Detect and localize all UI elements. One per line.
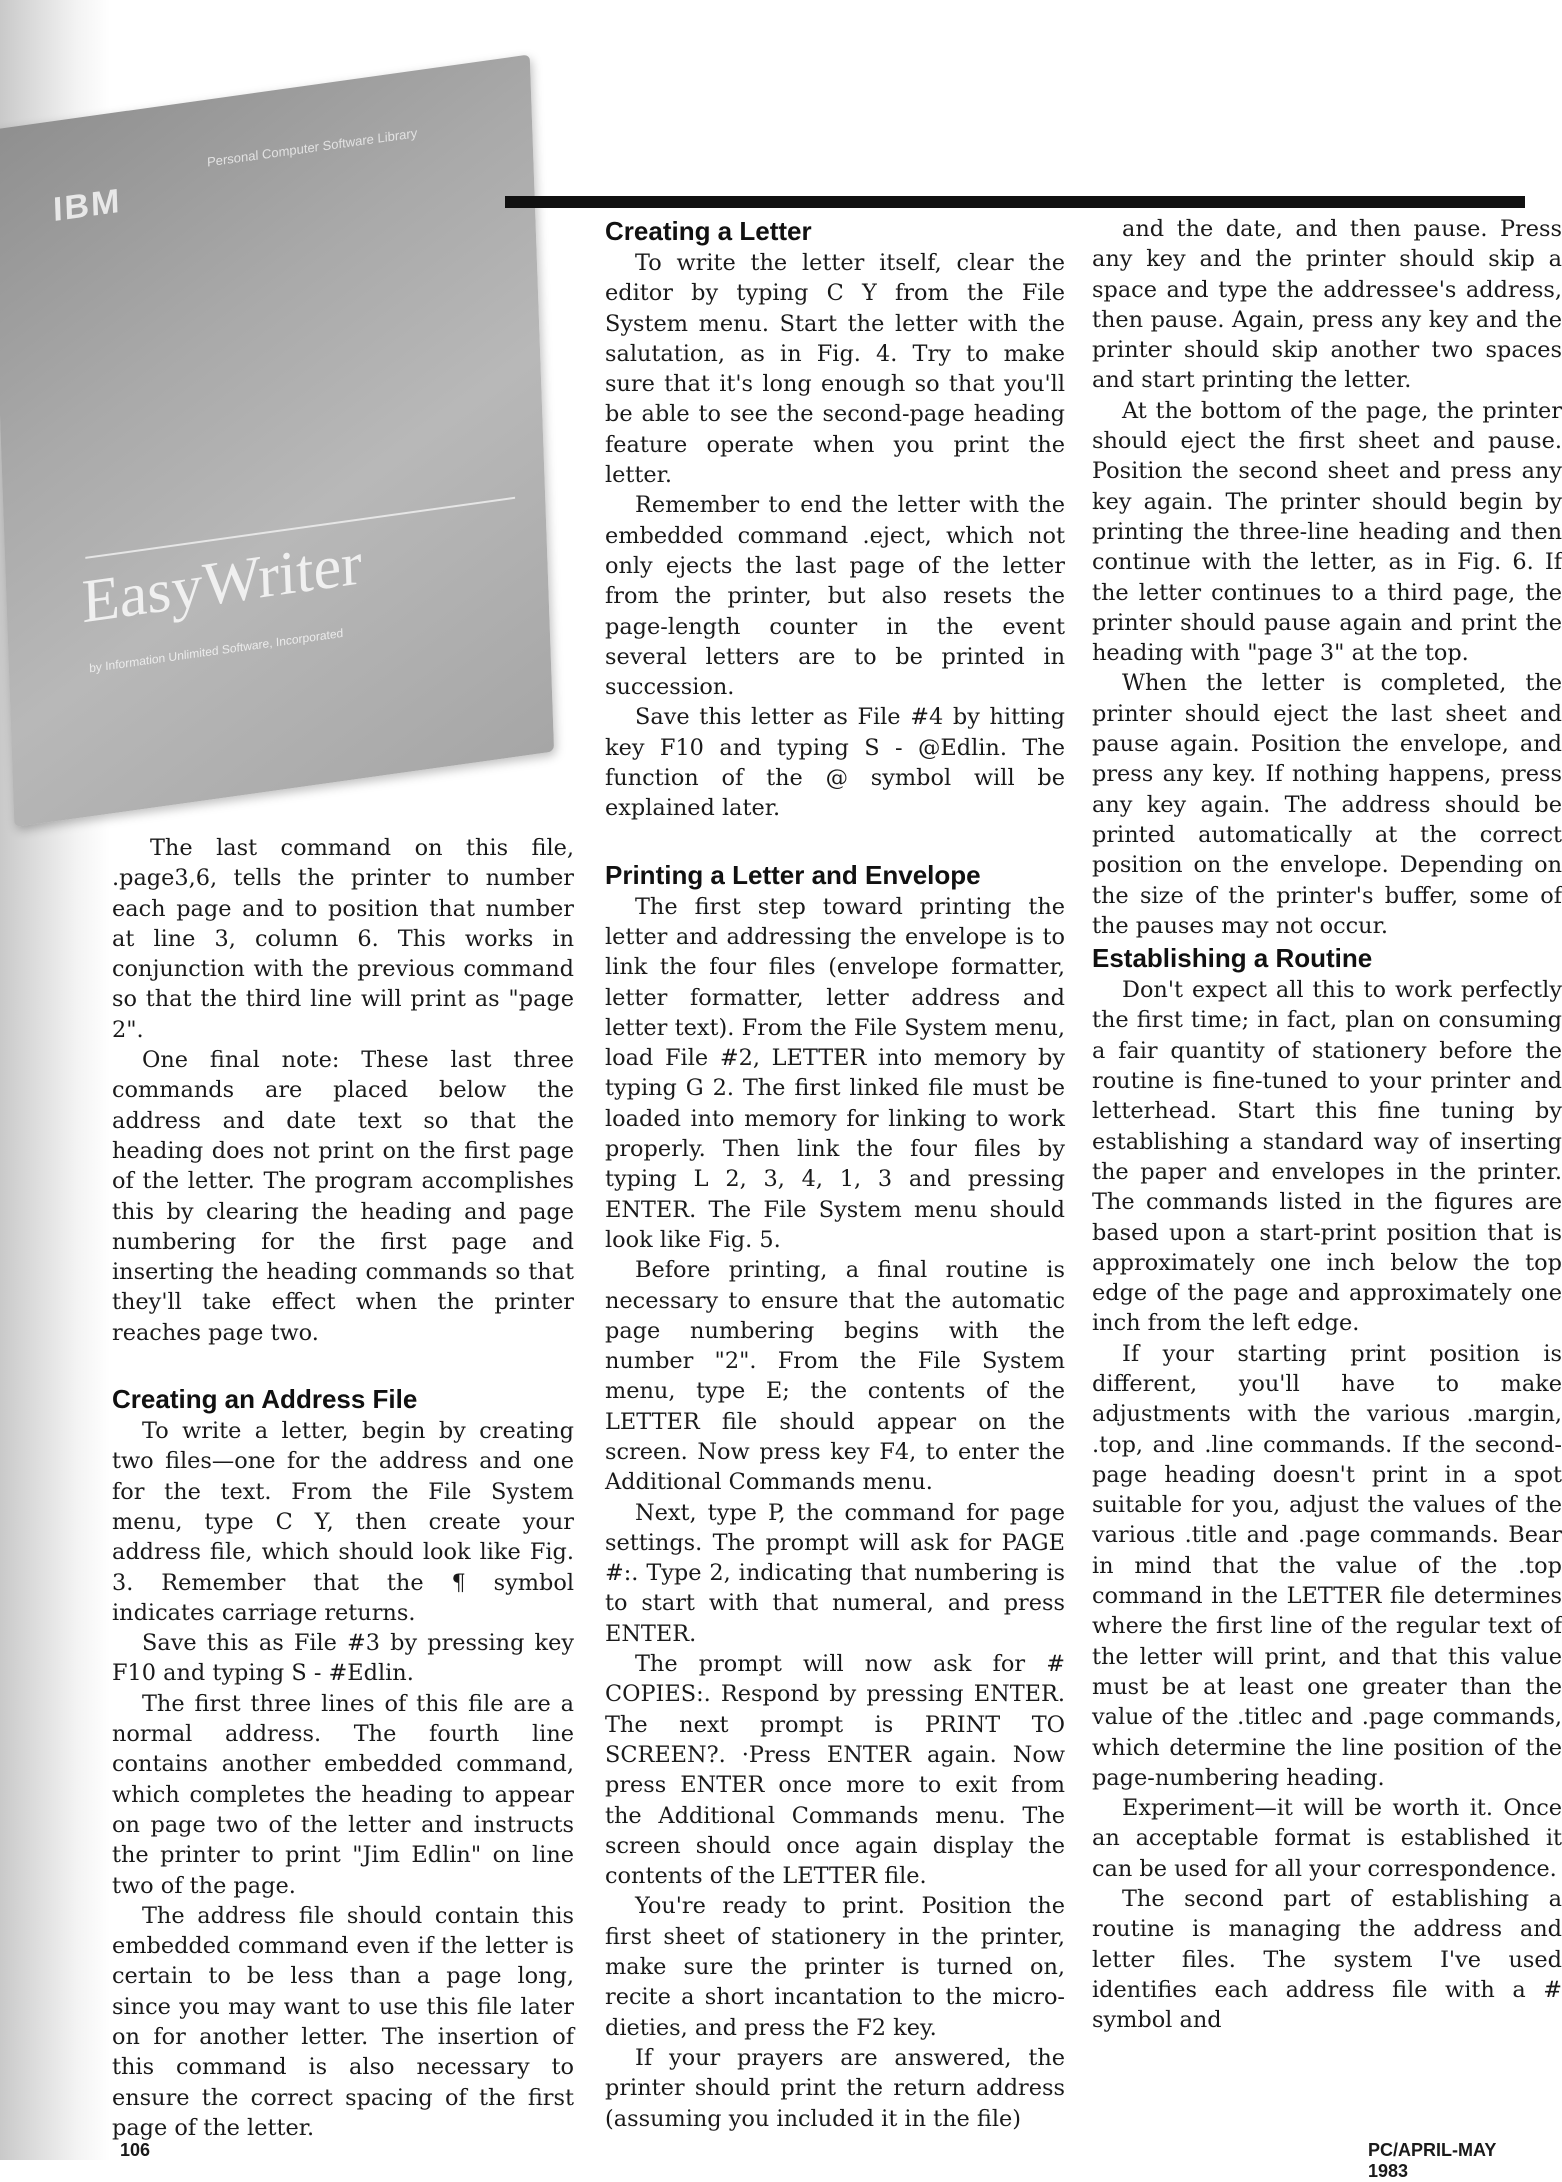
paragraph: When the letter is completed, the printer should eject the last sheet and pause again. Position the envelope, and press any key. If nothing happens, press any key again. The address should be printed automatically at the correct position on the envelope. Depending on the size of the printer's buffer, some of the pauses may not occur. <box>1092 670 1562 939</box>
section-heading: Creating an Address File <box>112 1384 418 1415</box>
cover-series: Personal Computer Software Library <box>206 125 418 170</box>
paragraph: To write the letter itself, clear the editor by typing C Y from the File System menu. Start the letter with the salutation, as in Fig. 4. Try to make sure that it's long enough so that you'll be able to see the second-page heading feature operate when you print the letter. <box>605 250 1065 489</box>
cover-byline: by Information Unlimited Software, Incorporated <box>88 625 344 676</box>
column-3 <box>1092 214 1562 2036</box>
paragraph: The first three lines of this file are a normal address. The fourth line contains another embedded command, which completes the heading to appear on page two of the letter and instructs the printer to print "Jim Edlin" on line two of the page. <box>112 1690 574 1899</box>
paragraph: If your prayers are answered, the printer should print the return address (assuming you included it in the file) <box>605 2044 1065 2132</box>
section-heading: Printing a Letter and Envelope <box>605 859 981 890</box>
paragraph: The prompt will now ask for # COPIES:. Respond by pressing ENTER. The next prompt is PRINT TO SCREEN?. ·Press ENTER again. Now press ENTER once more to exit from the Additional Commands menu. The screen should once again display the contents of the LETTER file. <box>605 1651 1065 1890</box>
paragraph: and the date, and then pause. Press any key and the printer should skip a space and type the addressee's address, then pause. Again, press any key and the printer should skip another two spaces and start printing the letter. <box>1092 216 1562 394</box>
header-rule <box>505 196 1525 208</box>
section-heading: Establishing a Routine <box>1092 943 1373 974</box>
paragraph: Save this letter as File #4 by hitting key F10 and typing S - @Edlin. The function of the @ symbol will be explained later. <box>605 704 1065 822</box>
paragraph: Save this as File #3 by pressing key F10 and typing S - #Edlin. <box>112 1630 574 1687</box>
book-cover-photo <box>0 54 554 827</box>
paragraph: Remember to end the letter with the embedded command .eject, which not only ejects the last page of the letter from the printer, but also resets the page-length counter in the event several letters are to be printed in succession. <box>605 492 1065 701</box>
paragraph: The last command on this file, .page3,6, tells the printer to number each page and to position that number at line 3, column 6. This works in conjunction with the previous command so that the third line will print as "page 2". <box>112 835 574 1043</box>
cover-title: EasyWriter <box>80 529 363 637</box>
paragraph: One final note: These last three commands are placed below the address and date text so that the heading does not print on the first page of the letter. The program accomplishes this by clearing the heading and page numbering for the first page and inserting the heading commands so that they'll take effect when the printer reaches page two. <box>112 1047 574 1346</box>
paragraph: The second part of establishing a routine is managing the address and letter files. The system I've used identifies each address file with a # symbol and <box>1092 1886 1562 2034</box>
section-heading: Creating a Letter <box>605 216 812 246</box>
paragraph: If your starting print position is different, you'll have to make adjustments with the various .margin, .top, and .line commands. If the second-page heading doesn't print in a spot suitable for you, adjust the values of the various .title and .page commands. Bear in mind that the value of the .top command in the LETTER file determines where the first line of the regular text of the letter will print, and that this value must be at least one greater than the value of the .titlec and .page commands, which determine the line position of the page-numbering heading. <box>1092 1340 1562 1791</box>
column-2 <box>605 214 1065 2134</box>
page-number: 106 <box>120 2140 151 2160</box>
paragraph: To write a letter, begin by creating two files—one for the address and one for the text. From the File System menu, type C Y, then create your address file, which should look like Fig. 3. Remember that the ¶ symbol indicates carriage returns. <box>112 1418 574 1626</box>
paragraph: The address file should contain this embedded command even if the letter is certain to be less than a page long, since you may want to use this file later on for another letter. The insertion of this command is also necessary to ensure the correct spacing of the first page of the letter. <box>112 1902 574 2141</box>
column-1 <box>112 833 574 2143</box>
paragraph: You're ready to print. Position the first sheet of stationery in the printer, make sure the printer is turned on, recite a short incantation to the micro-dieties, and press the F2 key. <box>605 1893 1065 2041</box>
cover-brand: IBM <box>52 181 123 230</box>
paragraph: Next, type P, the command for page settings. The prompt will ask for PAGE #:. Type 2, indicating that numbering is to start with that numeral, and press ENTER. <box>605 1499 1065 1647</box>
paragraph: Before printing, a final routine is necessary to ensure that the automatic page numbering begins with the number "2". From the File System menu, type E; the contents of the LETTER file should appear on the screen. Now press key F4, to enter the Additional Commands menu. <box>605 1257 1065 1496</box>
paragraph: At the bottom of the page, the printer should eject the first sheet and pause. Position the second sheet and press any key again. The printer should begin by printing the three-line heading and then continue with the letter, as in Fig. 6. If the letter continues to a third page, the printer should pause again and print the heading with "page 3" at the top. <box>1092 397 1562 667</box>
paragraph: Don't expect all this to work perfectly the first time; in fact, plan on consuming a fair quantity of stationery before the routine is fine-tuned to your printer and letterhead. Start this fine tuning by establishing a standard way of inserting the paper and envelopes in the printer. The commands listed in the figures are based upon a start-print position that is approximately one inch below the top edge of the page and approximately one inch from the left edge. <box>1092 977 1562 1337</box>
paragraph: Experiment—it will be worth it. Once an acceptable format is established it can be used for all your correspondence. <box>1092 1795 1562 1882</box>
paragraph: The first step toward printing the letter and addressing the envelope is to link the four files (envelope formatter, letter formatter, letter address and letter text). From the File System menu, load File #2, LETTER into memory by typing G 2. The first linked file must be loaded into memory for linking to work properly. Then link the four files by typing L 2, 3, 4, 1, 3 and pressing ENTER. The File System menu should look like Fig. 5. <box>605 893 1065 1253</box>
magazine-folio: PC/APRIL-MAY 1983 <box>1368 2140 1497 2181</box>
